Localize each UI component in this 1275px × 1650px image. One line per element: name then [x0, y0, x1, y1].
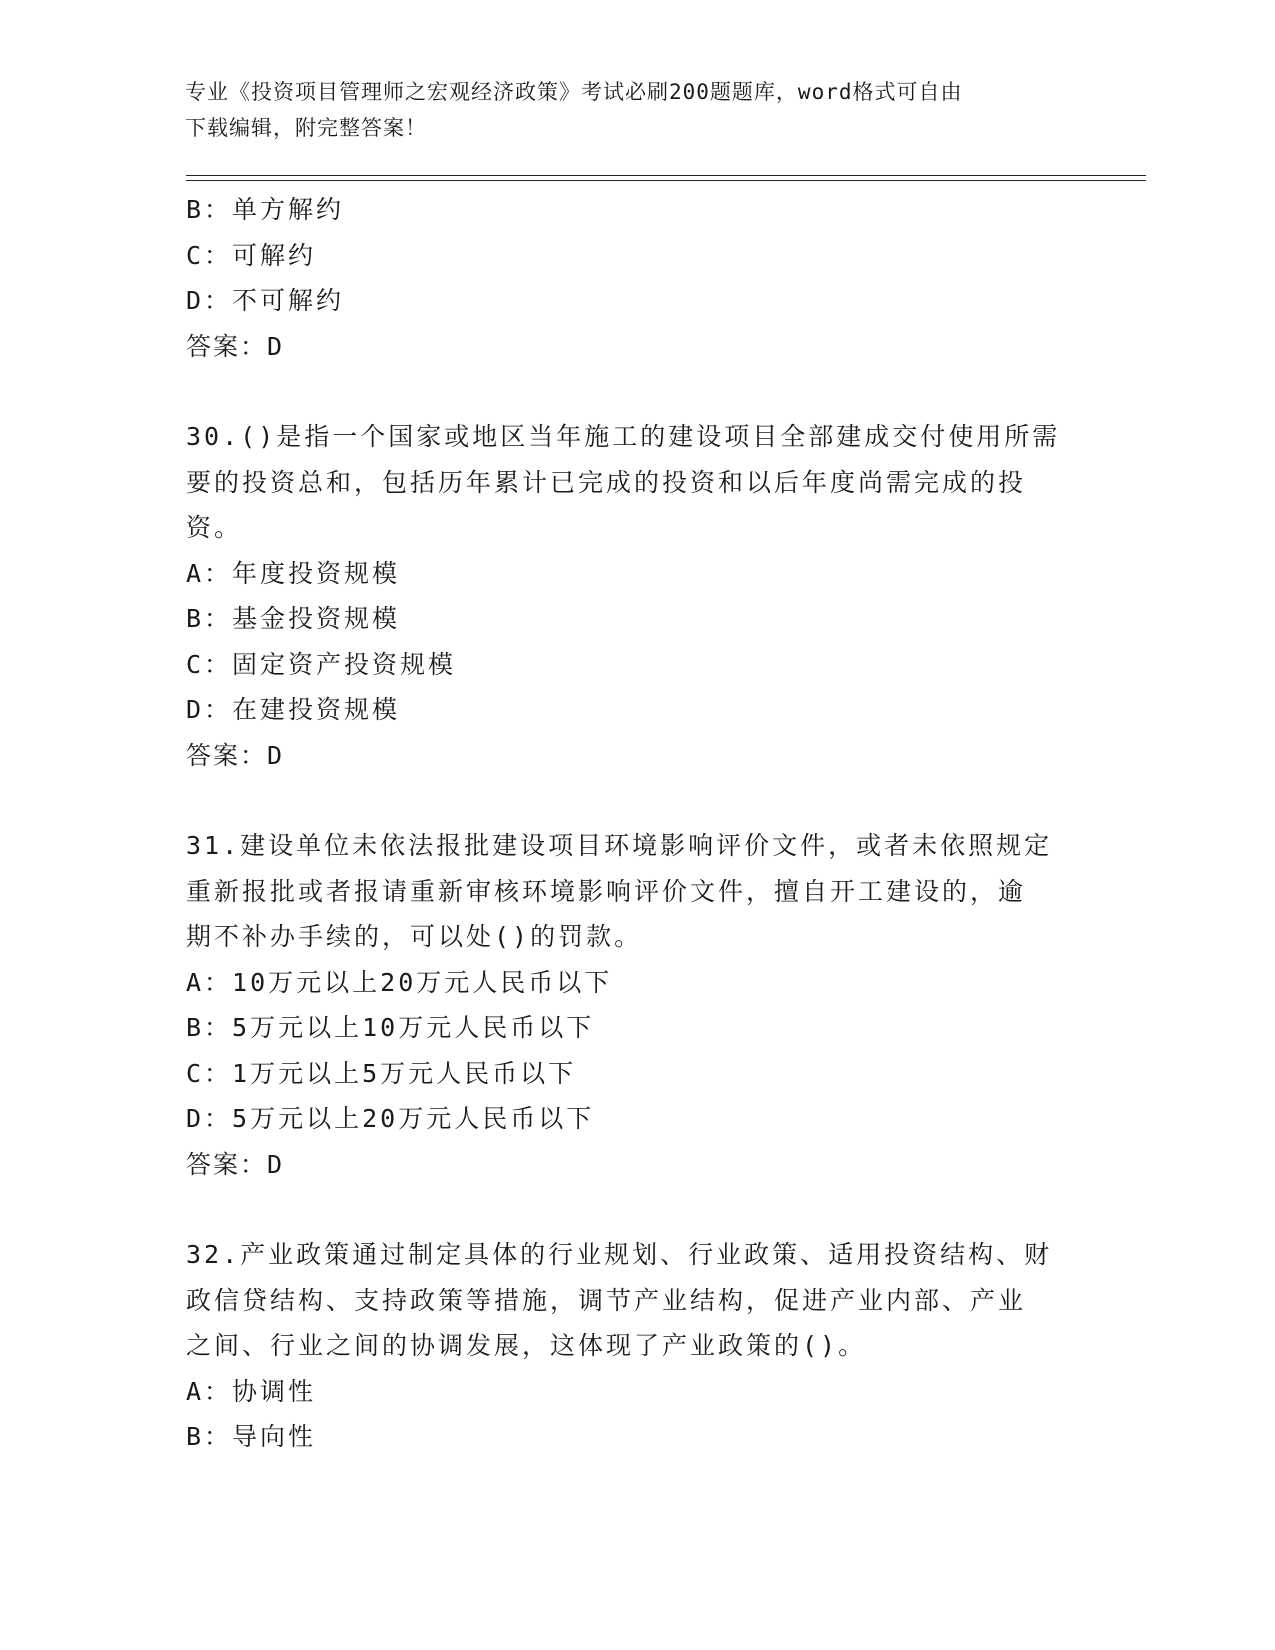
- option-b: B：导向性: [186, 1422, 317, 1451]
- question-text-line: 32.产业政策通过制定具体的行业规划、行业政策、适用投资结构、财: [186, 1240, 1053, 1269]
- header-divider-bottom: [186, 180, 1146, 181]
- question-text-line: 30.()是指一个国家或地区当年施工的建设项目全部建成交付使用所需: [186, 422, 1061, 451]
- header-line-1: 专业《投资项目管理师之宏观经济政策》考试必刷200题题库，word格式可自由: [185, 80, 963, 104]
- option-a: A：协调性: [186, 1376, 317, 1406]
- header-line-2: 下载编辑，附完整答案！: [185, 116, 427, 140]
- answer-line: 答案：D: [186, 1149, 285, 1179]
- option-d: D：不可解约: [186, 286, 345, 315]
- question-list: [186, 187, 1076, 1460]
- spacer: [186, 369, 1076, 414]
- question-block-30: [186, 414, 1076, 778]
- answer-line: 答案：D: [186, 740, 285, 770]
- spacer: [186, 778, 1076, 823]
- question-text-line: 期不补办手续的，可以处()的罚款。: [186, 922, 643, 951]
- option-c: C：固定资产投资规模: [186, 649, 457, 679]
- document-header: [185, 74, 1065, 146]
- answer-line: 答案：D: [186, 331, 285, 361]
- question-text-line: 之间、行业之间的协调发展，这体现了产业政策的()。: [186, 1331, 867, 1360]
- question-block-32: [186, 1232, 1076, 1460]
- option-b: B：单方解约: [186, 195, 345, 224]
- option-b: B：基金投资规模: [186, 604, 401, 633]
- question-text-line: 政信贷结构、支持政策等措施，调节产业结构，促进产业内部、产业: [186, 1285, 1027, 1315]
- question-text-line: 要的投资总和，包括历年累计已完成的投资和以后年度尚需完成的投: [186, 467, 1027, 497]
- question-block-29: [186, 187, 1076, 369]
- header-divider-top: [186, 175, 1146, 176]
- question-block-31: [186, 823, 1076, 1187]
- option-d: D：在建投资规模: [186, 695, 401, 724]
- option-a: A：年度投资规模: [186, 558, 401, 588]
- spacer: [186, 1187, 1076, 1232]
- question-text-line: 重新报批或者报请重新审核环境影响评价文件，擅自开工建设的，逾: [186, 876, 1027, 906]
- option-b: B：5万元以上10万元人民币以下: [186, 1013, 595, 1042]
- option-c: C：可解约: [186, 240, 317, 270]
- option-a: A：10万元以上20万元人民币以下: [186, 967, 613, 997]
- option-c: C：1万元以上5万元人民币以下: [186, 1058, 577, 1088]
- question-text-line: 资。: [186, 513, 243, 542]
- question-text-line: 31.建设单位未依法报批建设项目环境影响评价文件，或者未依照规定: [186, 831, 1053, 860]
- option-d: D：5万元以上20万元人民币以下: [186, 1104, 595, 1133]
